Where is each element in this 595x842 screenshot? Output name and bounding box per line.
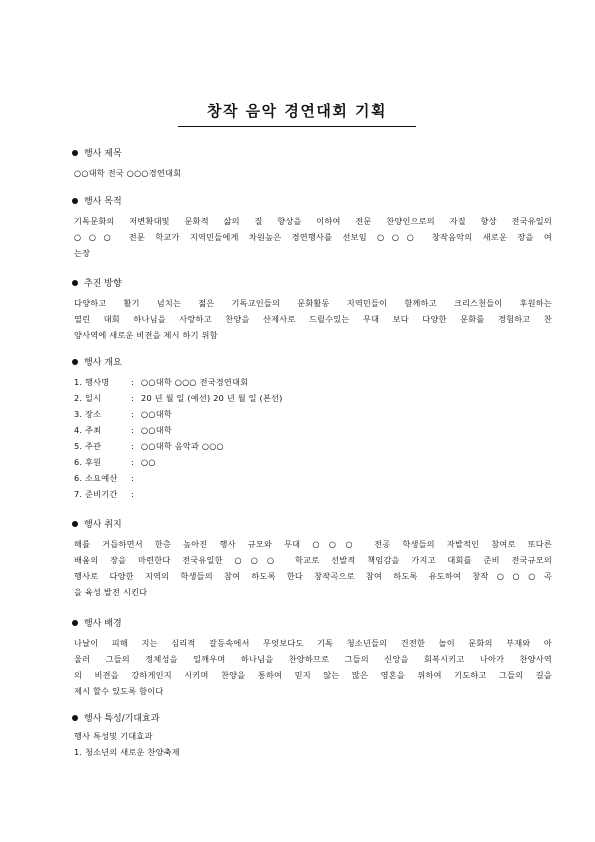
text-line: 배움의 장을 마련한다 전국유일한 ○○○ 학교로 선발적 책임감을 가지고 대회를 준비 전국규모의	[74, 555, 552, 565]
section-heading: 행사 개요	[72, 357, 552, 370]
overview-item: 2. 일시 : 20 년 월 일 (예선) 20 년 월 일 (본선)	[74, 393, 283, 403]
text-line: 행사 특성및 기대효과	[74, 731, 153, 741]
bullet-icon	[72, 715, 78, 721]
section-features	[72, 713, 552, 760]
section-heading: 행사 취지	[72, 519, 552, 532]
text-line: 다양하고 활기 넘치는 젊은 기독교인들의 문화활동 지역민들이 함께하고 크리스천들이 후원하는	[74, 298, 552, 308]
overview-item: 6. 소요예산:	[74, 473, 134, 483]
text-line: 열린 대회 하나님을 사랑하고 찬양을 산제사로 드릴수있는 무대 보다 다양한 문화를 경험하고 찬	[74, 314, 552, 324]
section-body	[72, 728, 552, 760]
section-body	[72, 165, 552, 181]
section-body	[72, 536, 552, 600]
section-intent	[72, 519, 552, 600]
section-heading: 행사 특성/기대효과	[72, 713, 552, 726]
section-heading: 행사 제목	[72, 148, 552, 161]
section-overview	[72, 357, 552, 502]
overview-item: 7. 준비기간:	[74, 489, 134, 499]
text-line: ○○○ 전문 학교가 지역민들에게 차원높은 경연행사를 선보임 ○○○ 창작음악의 새로운 장을 여	[74, 232, 552, 242]
text-line: 나날이 피해 지는 심리적 갈등속에서 무엇보다도 기독 청소년들의 건전한 놀이 문화의 부재와 아	[74, 638, 552, 648]
text-line: 1. 청소년의 새로운 찬양축제	[74, 747, 180, 757]
section-heading: 추진 방향	[72, 278, 552, 291]
text-line: ○○대학 전국 ○○○경연대회	[74, 168, 182, 178]
section-purpose	[72, 196, 552, 261]
bullet-icon	[72, 280, 78, 286]
section-heading: 행사 배경	[72, 618, 552, 631]
text-line: 기독문화의 저변확대및 문화적 삶의 질 향상을 이하여 전문 찬양인으로의 자질 향상 전국유일의	[74, 216, 552, 226]
text-line: 해를 거듭하면서 한층 높아진 행사 규모와 무대 ○○○ 전공 학생들의 자발적인 참여로 또다른	[74, 539, 552, 549]
overview-item: 6. 후원 : ○○	[74, 457, 156, 467]
bullet-icon	[72, 150, 78, 156]
document-title: 창작 음악 경연대회 기획	[206, 102, 388, 120]
section-direction	[72, 278, 552, 343]
section-event-name	[72, 148, 552, 181]
text-line: 행사로 다양한 지역의 학생들의 참여 하도록 한다 창작곡으로 참여 하도록 유도하여 창작○○○곡	[74, 571, 552, 581]
section-body	[72, 295, 552, 343]
title-underline	[178, 100, 416, 127]
bullet-icon	[72, 521, 78, 527]
bullet-icon	[72, 359, 78, 365]
text-line: 의 비젼을 강하게인지 시키며 찬양을 통하여 믿지 않는 많은 영혼을 위하여 기도하고 그들의 길을	[74, 670, 552, 680]
text-line: 양사역에 새로운 비젼을 제시 하기 위함	[74, 330, 218, 340]
overview-item: 1. 행사명 : ○○대학 ○○○ 전국경연대회	[74, 377, 249, 387]
text-line: 울러 그들의 정체성을 일깨우며 하나님을 찬양하므로 그들의 신앙을 회복시키고 나아가 찬양사역	[74, 654, 552, 664]
text-line: 제시 할수 있도록 함이다	[74, 686, 164, 696]
text-line: 을 육성 발전 시킨다	[74, 587, 148, 597]
section-heading: 행사 목적	[72, 196, 552, 209]
overview-item: 4. 주최 : ○○대학	[74, 425, 172, 435]
overview-list	[72, 374, 552, 502]
text-line: 는장	[74, 248, 91, 258]
overview-item: 3. 장소 : ○○대학	[74, 409, 172, 419]
section-background	[72, 618, 552, 699]
bullet-icon	[72, 620, 78, 626]
overview-item: 5. 주관 : ○○대학 음악과 ○○○	[74, 441, 224, 451]
section-body	[72, 635, 552, 699]
bullet-icon	[72, 198, 78, 204]
section-body	[72, 213, 552, 261]
